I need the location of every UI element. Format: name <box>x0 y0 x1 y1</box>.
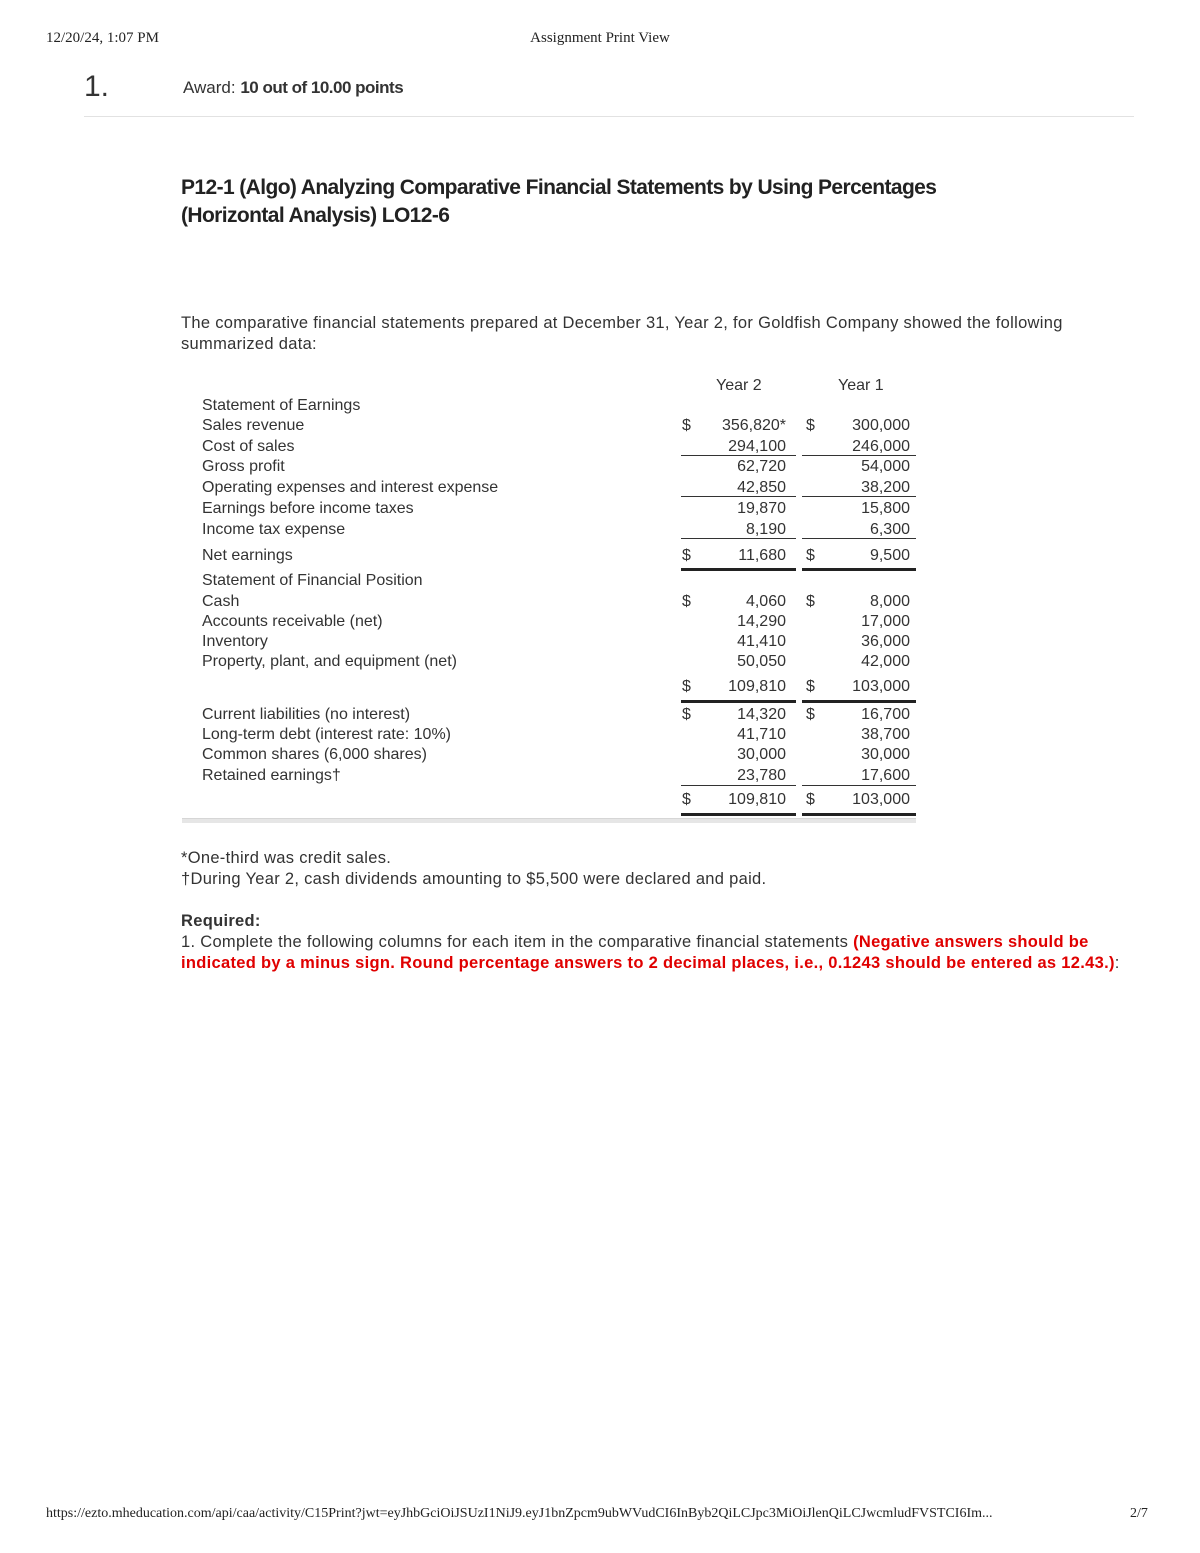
subtotal-rule <box>681 785 796 786</box>
required-task: 1. Complete the following columns for each item in the comparative financial statements <box>181 933 854 951</box>
column-header-year1: Year 1 <box>838 377 884 394</box>
print-page-number: 2/7 <box>1130 1506 1148 1521</box>
question-divider <box>84 116 1134 117</box>
subtotal-rule <box>802 538 916 539</box>
section-heading-earnings: Statement of Earnings <box>202 397 361 414</box>
table-row: Gross profit 62,720 54,000 <box>202 458 910 475</box>
table-row-total: Net earnings $ 11,680 $ 9,500 <box>202 547 910 564</box>
subtotal-rule <box>802 496 916 497</box>
total-double-rule <box>681 813 796 816</box>
section-heading-financial-position: Statement of Financial Position <box>202 572 423 589</box>
table-row: Common shares (6,000 shares) 30,000 30,000 <box>202 746 910 763</box>
award-value: 10 out of 10.00 points <box>240 78 404 97</box>
footnote-credit-sales: *One-third was credit sales. <box>181 849 392 867</box>
print-date: 12/20/24, 1:07 PM <box>46 30 159 46</box>
table-row-total: $ 109,810 $ 103,000 <box>682 791 910 808</box>
question-title-line2: (Horizontal Analysis) LO12-6 <box>181 204 450 227</box>
total-double-rule <box>681 700 796 703</box>
table-row: Operating expenses and interest expense 42,850 38,200 <box>202 479 910 496</box>
required-text <box>181 932 1121 974</box>
table-row: Current liabilities (no interest) $ 14,320 $ 16,700 <box>202 706 910 723</box>
table-row: Cost of sales 294,100 246,000 <box>202 438 910 455</box>
table-row-total: $ 109,810 $ 103,000 <box>682 678 910 695</box>
footnote-dividends: †During Year 2, cash dividends amounting to $5,500 were declared and paid. <box>181 870 767 888</box>
table-row: Cash $ 4,060 $ 8,000 <box>202 593 910 610</box>
print-title: Assignment Print View <box>530 30 670 46</box>
table-row: Income tax expense 8,190 6,300 <box>202 521 910 538</box>
total-double-rule <box>802 568 916 571</box>
total-double-rule <box>802 813 916 816</box>
table-row: Retained earnings† 23,780 17,600 <box>202 767 910 784</box>
subtotal-rule <box>802 785 916 786</box>
required-label: Required: <box>181 912 261 930</box>
question-number: 1. <box>84 70 110 103</box>
subtotal-rule <box>681 496 796 497</box>
total-double-rule <box>802 700 916 703</box>
table-bottom-border <box>182 818 916 823</box>
question-title <box>181 174 1081 230</box>
question-intro: The comparative financial statements prepared at December 31, Year 2, for Goldfish Company showed the following summarized data: <box>181 314 1063 353</box>
table-row: Accounts receivable (net) 14,290 17,000 <box>202 613 910 630</box>
table-row: Earnings before income taxes 19,870 15,800 <box>202 500 910 517</box>
column-header-year2: Year 2 <box>716 377 762 394</box>
total-double-rule <box>681 568 796 571</box>
award-label: Award: <box>183 78 236 97</box>
subtotal-rule <box>681 455 796 456</box>
question-title-line1: P12-1 (Algo) Analyzing Comparative Financial Statements by Using Percentages <box>181 176 937 199</box>
required-instruction: (Negative answers should be indicated by a minus sign. Round percentage answers to 2 decimal places, i.e., 0.1243 should be entered as 12.43.) <box>181 933 1115 972</box>
print-url: https://ezto.mheducation.com/api/caa/activity/C15Print?jwt=eyJhbGciOiJSUzI1NiJ9.eyJ1bnZpcm9ubWVudCI6InByb2QiLCJpc3MiOiJlenQiLCJwcmludFVSTCI6Im... <box>46 1506 993 1521</box>
subtotal-rule <box>802 455 916 456</box>
table-row: Property, plant, and equipment (net) 50,050 42,000 <box>202 653 910 670</box>
award <box>183 78 403 98</box>
required-suffix: : <box>1114 954 1120 972</box>
table-row: Sales revenue $ 356,820* $ 300,000 <box>202 417 910 434</box>
required-section <box>181 911 1121 974</box>
subtotal-rule <box>681 538 796 539</box>
table-row: Inventory 41,410 36,000 <box>202 633 910 650</box>
table-header-row <box>182 377 916 397</box>
table-row: Long-term debt (interest rate: 10%) 41,710 38,700 <box>202 726 910 743</box>
footnotes <box>181 848 766 890</box>
